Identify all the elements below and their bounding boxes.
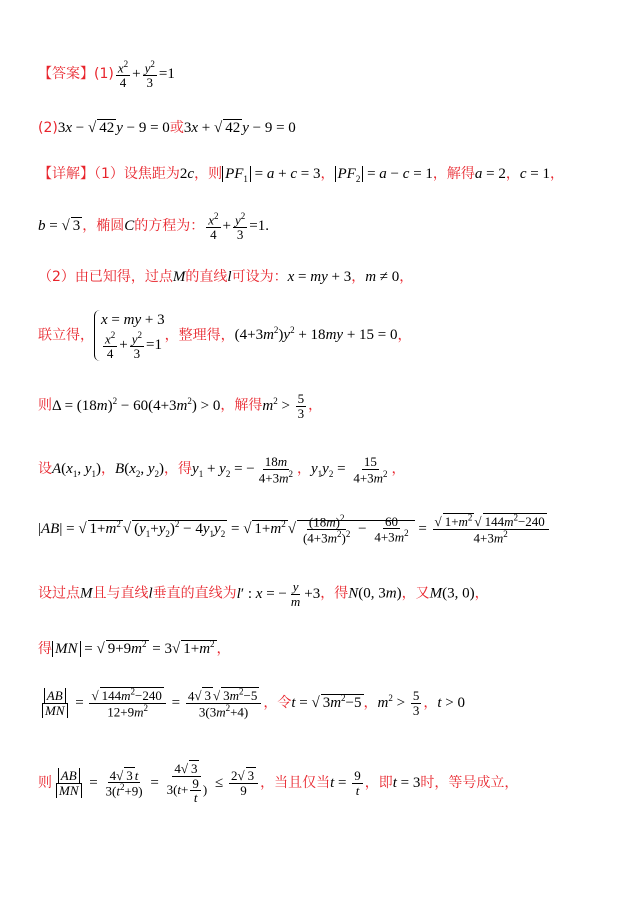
detail-text: 垂直的直线为 [152,585,237,602]
detail-text: 得 [38,641,52,657]
detail-text: ， [101,461,116,478]
detail-text: ， [351,269,366,285]
detail-line-9: 得 MN = √ $9+9m^2 = 3√$ $1+m^2$ ， [38,638,231,658]
detail-text: ，得 [164,461,193,478]
detail-text: 联立得， [38,327,94,344]
detail-text: ，令 [263,694,292,711]
detail-text: 时，等号成立， [420,774,519,791]
detail-line-5: 则$\Delta = (18m)^2 - 60(4+3m^2) > 0$，解得$m^2$ > $\frac{5}{3}$ ， [38,391,323,421]
detail-text: 且与直线 [92,585,149,602]
line-equation-a: 3x − √ 42 y − 9 = 0 [58,120,170,136]
detail-text: ，则 [194,166,223,182]
detail-text: ， [391,461,406,478]
detail-text: ， [550,166,565,182]
detail-text: ， [297,461,311,478]
ellipse-equation: $\frac{x^2}{4}$ + $\frac{y^2}{3}$ =1 [117,59,175,90]
detail-text: （1）设焦距为 [94,166,180,182]
detail-text: ， [474,585,489,602]
detail-text: ，整理得， [164,327,235,344]
detail-text: ，解得 [220,397,263,414]
detail-line-1: 【详解】（1）设焦距为2c，则 $PF_1 = a + c = 3$， $PF_2 = a - c = 1$，解得a = 2，c = 1， [38,166,565,184]
detail-text: 设 [38,461,52,478]
detail-text: ， [216,641,231,657]
detail-line-3: （2）由已知得，过点M的直线l可设为：x = my + 3，m ≠ 0， [38,269,414,285]
detail-line-7: |AB| = √ $1+m^2√$ $(y_1+y_2)^2 - 4y_1y_2$ = √ $1+m^2√$ $\frac{(18m)^2}{(4+3m^2)^2}$ − $\frac{60}{4+3m^2}$ = √ $\frac{1+m^2√ 144m^2-240}{4+3m^2}$ [38,514,551,545]
detail-text: ，又 [401,585,430,602]
detail-label: 【详解】 [38,166,94,182]
answer-part1-prefix: (1) [94,66,114,83]
detail-text: 设过点 [38,585,80,602]
detail-text: 则 [38,774,52,791]
line-equation-b: 3x + √ 42 y − 9 = 0 [184,120,296,136]
detail-text: ，当且仅当 [260,774,331,791]
detail-text: 则 [38,397,52,414]
detail-text: ，椭圆 [82,218,125,235]
detail-text: （2）由已知得，过点 [38,269,173,285]
detail-text: 可设为： [231,269,288,285]
detail-text: ， [363,694,378,711]
detail-line-6: 设$A(x_1$, $y_1$)，$B(x_2$, $y_2$)，得$y_1 + y_2$ = − $\frac{18m}{4+3m^2}$ ，$y_1y_2$ = $\frac{15}{4+3m^2}$ ， [38,454,406,485]
detail-line-4: 联立得， x = my + 3 $\frac{x^2}{4}$ + $\frac{y^2}{3}$ =1 ，整理得，$(4+3m^2)y^2 + 18my + 15 = 0$， [38,312,412,361]
answer-part2-prefix: (2) [38,120,58,136]
detail-line-2: b = √ 3 ，椭圆C的方程为： $\frac{x^2}{4}$ + $\frac{y^2}{3}$ =1. [38,212,269,242]
detail-text: ， [423,694,438,711]
detail-text: ， [320,166,335,182]
detail-text: ，即 [364,774,393,791]
detail-text: ， [308,397,323,414]
detail-text: ，得 [320,585,349,602]
answer-part1 [38,60,175,90]
answer-or: 或 [169,120,184,136]
detail-text: ， [397,327,412,344]
equation-system: x = my + 3 $\frac{x^2}{4}$ + $\frac{y^2}{3}$ =1 [94,310,165,361]
detail-text: ， [505,166,520,182]
answer-part2 [38,117,296,137]
detail-text: 的直线 [185,269,228,285]
detail-line-10: $\frac{AB}{MN}$ = √ $\frac{144m^2-240}{12+9m^2}$ = $\frac{4√ 3√ 3m^2-5}{3(3m^2+4)}$ ，令t = √ $3m^2-5$ ，$m^2$ > $\frac{5}{3}$ ，t > 0 [38,688,465,719]
detail-text: 的方程为： [134,218,205,235]
detail-text: ，解得 [432,166,475,182]
detail-text: ， [399,269,414,285]
answer-label: 【答案】 [38,66,94,83]
detail-line-8: 设过点M且与直线l垂直的直线为l′ : x = − $\frac{y}{m}$ +3，得N(0, 3m)，又M(3, 0)， [38,579,489,609]
detail-line-11: 则 $\frac{AB}{MN}$ = $\frac{4√ 3 t}{3(t^2+9)}$ = 4√ 3 3(t+ $\frac{9}{t}$ ) ≤ $\frac{2√ 3}{9}$ ，当且仅当t = $\frac{9}{t}$ ，即t = 3时，等号成立， [38,762,518,805]
